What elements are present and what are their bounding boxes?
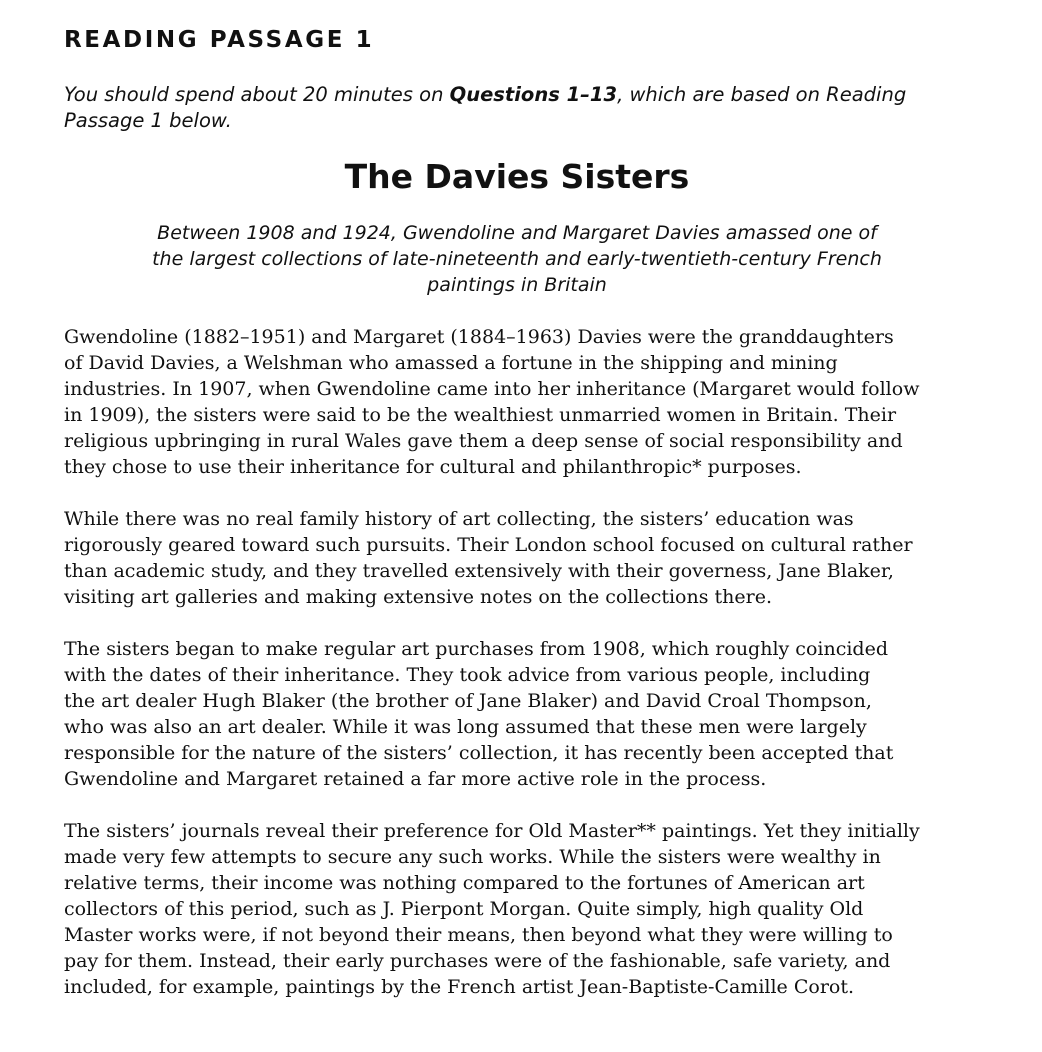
paragraph-line: The sisters’ journals reveal their preference for Old Master** paintings. Yet they initially bbox=[64, 820, 920, 842]
paragraph-line: Master works were, if not beyond their means, then beyond what they were willing to bbox=[64, 924, 893, 946]
instructions-text: You should spend about 20 minutes on bbox=[64, 83, 450, 106]
article-subtitle bbox=[82, 220, 952, 298]
paragraph-line: included, for example, paintings by the French artist Jean-Baptiste-Camille Corot. bbox=[64, 976, 855, 998]
subtitle-line: the largest collections of late-nineteenth and early-twentieth-century French bbox=[152, 248, 882, 270]
instructions-text-line2: Passage 1 below. bbox=[64, 109, 232, 132]
paragraph-line: collectors of this period, such as J. Pierpont Morgan. Quite simply, high quality Old bbox=[64, 898, 864, 920]
paragraph-line: visiting art galleries and making extensive notes on the collections there. bbox=[64, 586, 773, 608]
paragraph-3 bbox=[64, 636, 976, 792]
paragraph-line: the art dealer Hugh Blaker (the brother of Jane Blaker) and David Croal Thompson, bbox=[64, 690, 872, 712]
instructions bbox=[64, 82, 969, 134]
instructions-text-end: , which are based on Reading bbox=[617, 83, 907, 106]
paragraph-line: pay for them. Instead, their early purchases were of the fashionable, safe variety, and bbox=[64, 950, 891, 972]
subtitle-line: paintings in Britain bbox=[427, 274, 607, 296]
paragraph-line: industries. In 1907, when Gwendoline came into her inheritance (Margaret would follow bbox=[64, 378, 920, 400]
paragraph-line: in 1909), the sisters were said to be the wealthiest unmarried women in Britain. Their bbox=[64, 404, 897, 426]
paragraph-line: rigorously geared toward such pursuits. Their London school focused on cultural rather bbox=[64, 534, 913, 556]
paragraph-line: than academic study, and they travelled extensively with their governess, Jane Blaker, bbox=[64, 560, 894, 582]
paragraph-line: While there was no real family history of art collecting, the sisters’ education was bbox=[64, 508, 854, 530]
article-title: The Davies Sisters bbox=[344, 157, 690, 196]
article-body bbox=[64, 324, 976, 1026]
paragraph-2 bbox=[64, 506, 976, 610]
subtitle-line: Between 1908 and 1924, Gwendoline and Margaret Davies amassed one of bbox=[157, 222, 877, 244]
paragraph-1 bbox=[64, 324, 976, 480]
paragraph-line: responsible for the nature of the sisters’ collection, it has recently been accepted that bbox=[64, 742, 894, 764]
instructions-questions: Questions 1–13 bbox=[449, 83, 618, 106]
paragraph-line: made very few attempts to secure any such works. While the sisters were wealthy in bbox=[64, 846, 881, 868]
paragraph-4 bbox=[64, 818, 976, 1000]
paragraph-line: The sisters began to make regular art purchases from 1908, which roughly coincided bbox=[64, 638, 888, 660]
paragraph-line: Gwendoline and Margaret retained a far more active role in the process. bbox=[64, 768, 767, 790]
paragraph-line: who was also an art dealer. While it was long assumed that these men were largely bbox=[64, 716, 867, 738]
paragraph-line: of David Davies, a Welshman who amassed a fortune in the shipping and mining bbox=[64, 352, 838, 374]
paragraph-line: with the dates of their inheritance. They took advice from various people, including bbox=[64, 664, 871, 686]
paragraph-line: relative terms, their income was nothing compared to the fortunes of American art bbox=[64, 872, 865, 894]
paragraph-line: religious upbringing in rural Wales gave them a deep sense of social responsibility and bbox=[64, 430, 903, 452]
paragraph-line: Gwendoline (1882–1951) and Margaret (1884–1963) Davies were the granddaughters bbox=[64, 326, 894, 348]
paragraph-line: they chose to use their inheritance for cultural and philanthropic* purposes. bbox=[64, 456, 802, 478]
passage-label: READING PASSAGE 1 bbox=[64, 27, 375, 53]
